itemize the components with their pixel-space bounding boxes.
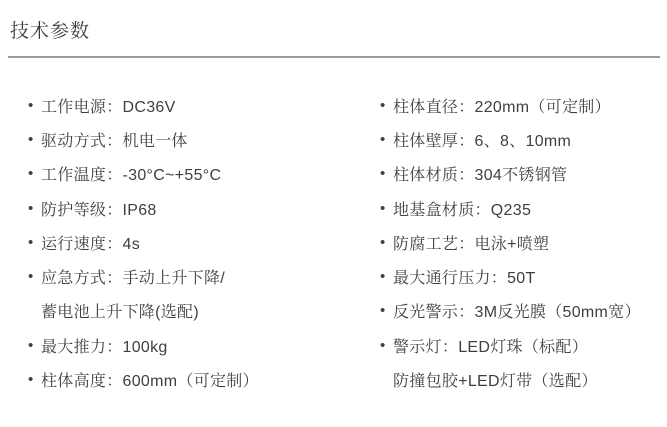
bullet-icon: • xyxy=(380,199,386,217)
specs-column-right xyxy=(380,88,665,397)
bullet-icon: • xyxy=(28,336,34,354)
spec-text: 柱体直径：220mm（可定制） xyxy=(393,98,611,116)
spec-line xyxy=(28,225,358,259)
spec-line xyxy=(380,88,665,122)
spec-text: 防撞包胶+LED灯带（选配） xyxy=(393,373,598,391)
spec-text: 柱体材质：304不锈钢管 xyxy=(393,167,568,185)
spec-text: 工作电源：DC36V xyxy=(41,98,176,116)
bullet-icon: • xyxy=(380,233,386,251)
spec-text: 应急方式：手动上升下降/ xyxy=(41,270,226,288)
bullet-icon: • xyxy=(28,233,34,251)
spec-text: 驱动方式：机电一体 xyxy=(41,132,188,150)
spec-line xyxy=(380,259,665,293)
page-title: 技术参数 xyxy=(10,21,91,42)
bullet-icon: • xyxy=(380,302,386,320)
bullet-icon: • xyxy=(28,268,34,286)
spec-line xyxy=(28,122,358,156)
spec-line xyxy=(380,328,665,362)
spec-text: 柱体壁厚：6、8、10mm xyxy=(393,132,572,150)
bullet-icon: • xyxy=(28,199,34,217)
specs-column-left xyxy=(28,88,358,397)
spec-line xyxy=(28,362,358,396)
spec-text: 最大通行压力：50T xyxy=(393,270,536,288)
spec-text: 反光警示：3M反光膜（50mm宽） xyxy=(393,304,641,322)
spec-text: 蓄电池上升下降(选配) xyxy=(41,304,199,322)
spec-text: 警示灯：LED灯珠（标配） xyxy=(393,338,589,356)
bullet-icon: • xyxy=(380,268,386,286)
spec-line xyxy=(380,225,665,259)
spec-line xyxy=(28,294,358,328)
divider xyxy=(8,56,660,58)
bullet-icon: • xyxy=(28,130,34,148)
spec-line xyxy=(28,157,358,191)
bullet-icon: • xyxy=(28,371,34,389)
bullet-icon: • xyxy=(28,96,34,114)
spec-line xyxy=(28,328,358,362)
bullet-icon: • xyxy=(380,336,386,354)
spec-text: 工作温度：-30°C~+55°C xyxy=(41,167,222,185)
spec-line xyxy=(28,259,358,293)
spec-line xyxy=(380,191,665,225)
bullet-icon: • xyxy=(28,165,34,183)
spec-text: 运行速度：4s xyxy=(41,235,140,253)
bullet-icon: • xyxy=(380,96,386,114)
spec-text: 最大推力：100kg xyxy=(41,338,168,356)
spec-line xyxy=(28,88,358,122)
bullet-icon: • xyxy=(380,130,386,148)
spec-text: 防护等级：IP68 xyxy=(41,201,157,219)
spec-text: 柱体高度：600mm（可定制） xyxy=(41,373,259,391)
spec-line xyxy=(380,362,665,396)
spec-line xyxy=(380,122,665,156)
spec-text: 地基盒材质：Q235 xyxy=(393,201,532,219)
bullet-icon: • xyxy=(380,165,386,183)
spec-line xyxy=(380,157,665,191)
spec-text: 防腐工艺：电泳+喷塑 xyxy=(393,235,550,253)
spec-line xyxy=(380,294,665,328)
spec-line xyxy=(28,191,358,225)
